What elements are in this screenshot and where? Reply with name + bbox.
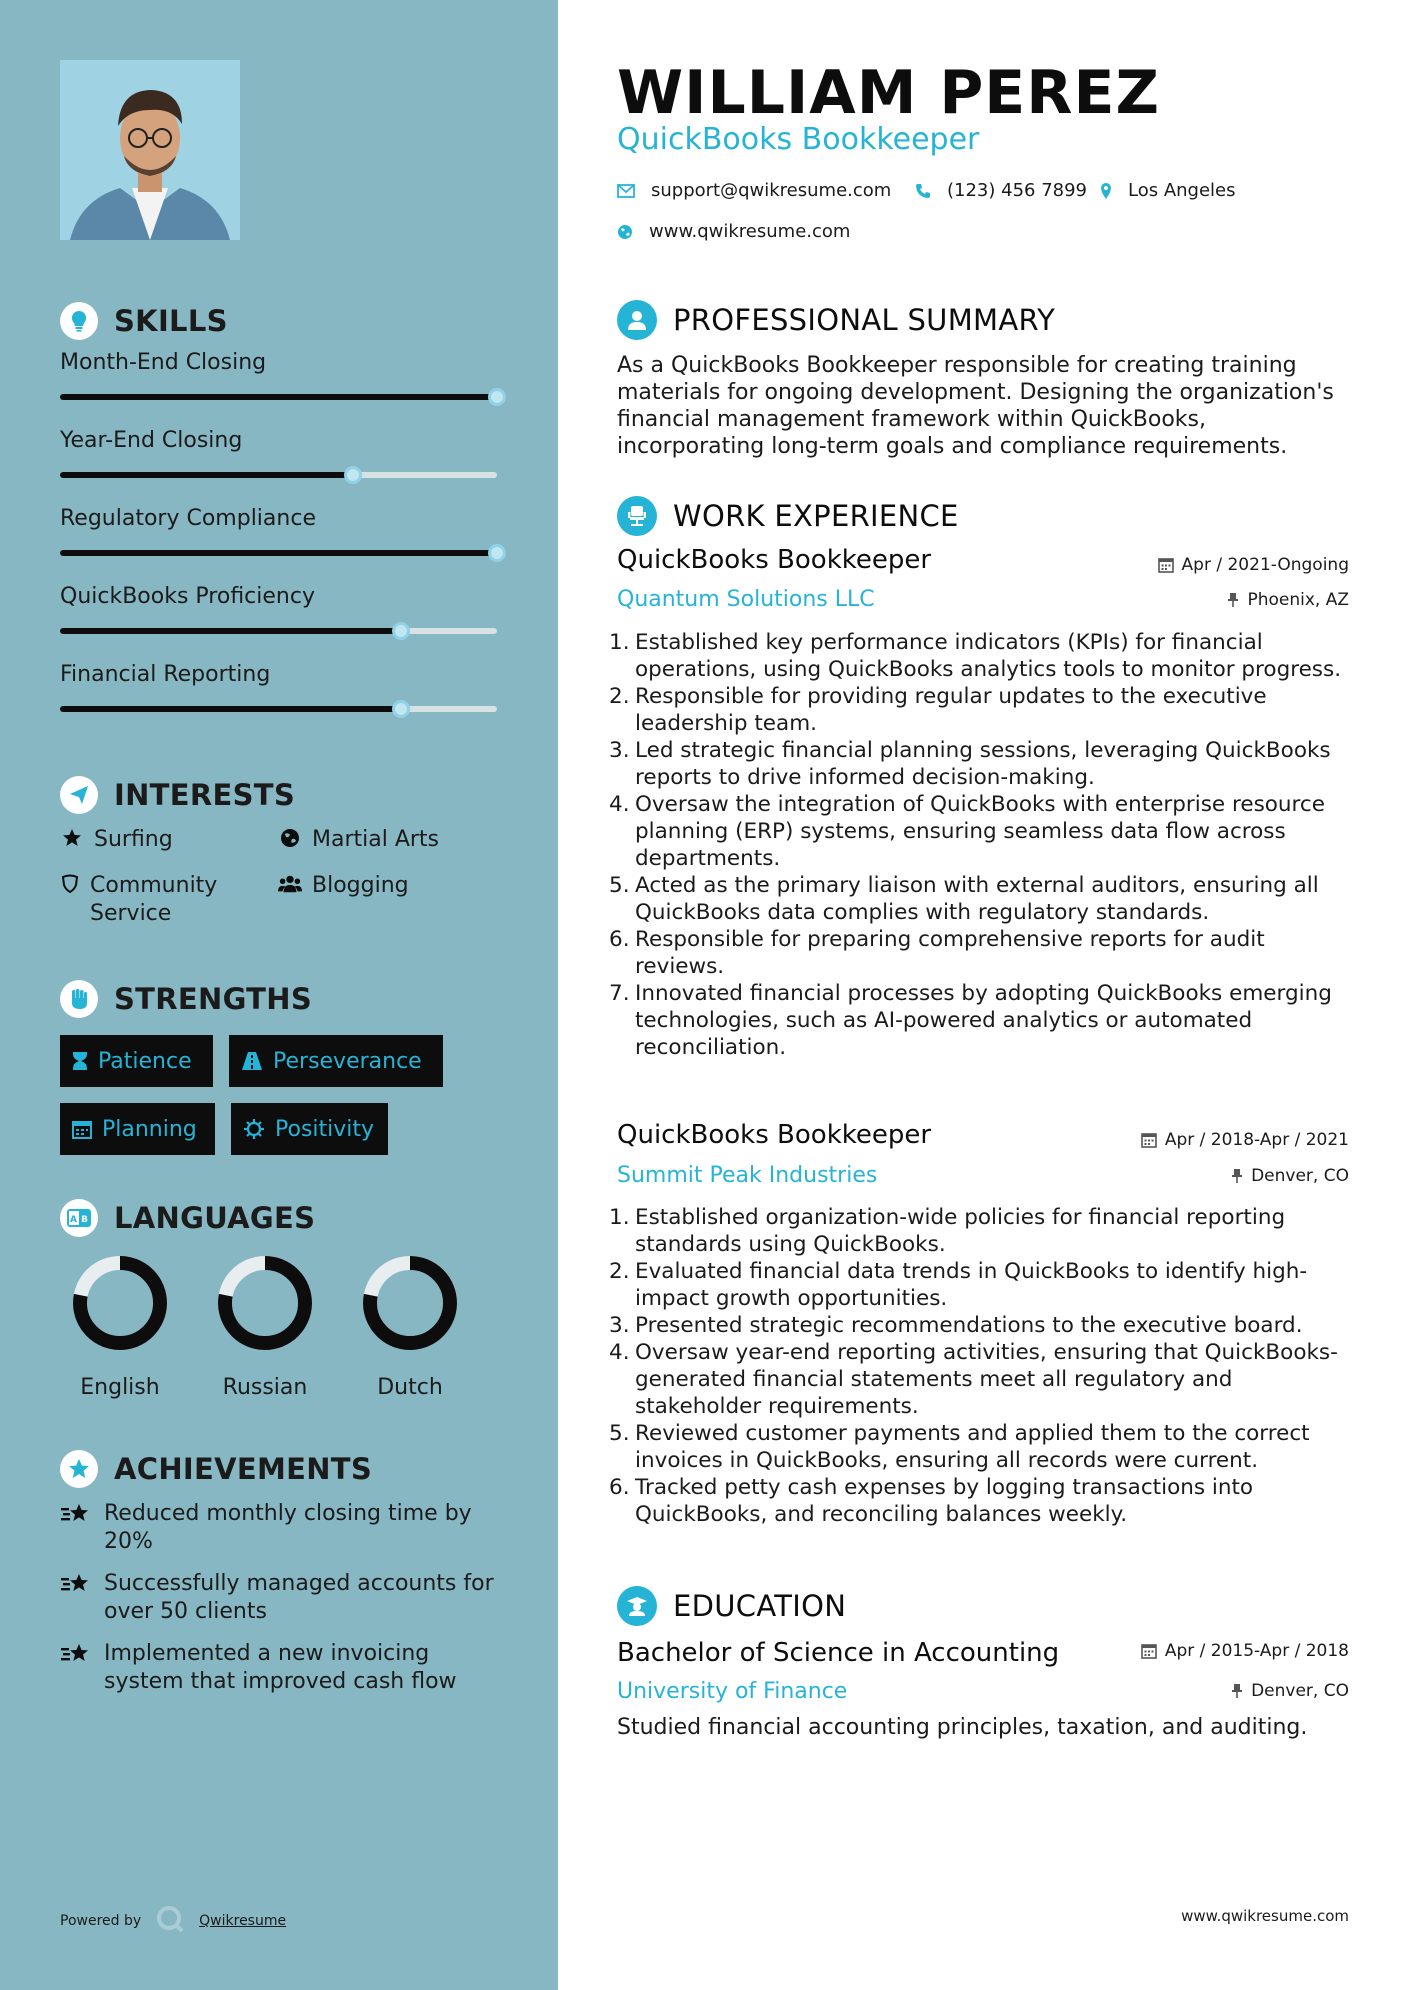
candidate-name: WILLIAM PEREZ: [617, 58, 1160, 128]
skill-bar: [60, 550, 497, 556]
svg-text:A: A: [70, 1215, 77, 1225]
experience-heading: WORK EXPERIENCE: [617, 496, 959, 536]
strengths-heading: STRENGTHS: [60, 980, 312, 1018]
hourglass-icon: [72, 1051, 88, 1071]
job-company: Quantum Solutions LLC: [617, 587, 875, 612]
job-duties-list: [617, 629, 1357, 1061]
language-item: [340, 1255, 480, 1400]
job-company: Summit Peak Industries: [617, 1163, 878, 1188]
language-ring: [362, 1255, 458, 1351]
skill-item: [60, 506, 500, 531]
job-title: QuickBooks Bookkeeper: [617, 545, 932, 575]
skill-bar: [60, 394, 497, 400]
medal-icon: [60, 1500, 92, 1530]
education-heading: EDUCATION: [617, 1586, 846, 1626]
job-dates: Apr / 2021-Ongoing: [1158, 555, 1349, 575]
skill-label: Regulatory Compliance: [60, 506, 316, 531]
fist-icon: [60, 980, 98, 1018]
interest-item: Community Service: [60, 872, 250, 928]
svg-text:B: B: [81, 1215, 88, 1225]
achievements-heading: ACHIEVEMENTS: [60, 1450, 372, 1488]
job-location: Denver, CO: [1231, 1166, 1349, 1186]
skills-heading: SKILLS: [60, 302, 228, 340]
strength-tag: Positivity: [231, 1103, 388, 1155]
skill-item: [60, 584, 500, 609]
calendar-icon: [1141, 1132, 1157, 1148]
users-icon: [278, 872, 302, 894]
calendar-icon: [1141, 1643, 1157, 1659]
education-location: Denver, CO: [1231, 1681, 1349, 1701]
user-icon: [617, 300, 657, 340]
skill-item: [60, 662, 500, 687]
chair-icon: [617, 496, 657, 536]
list-item: Presented strategic recommendations to the executive board.: [635, 1313, 1303, 1338]
contact-phone[interactable]: (123) 456 7899: [915, 180, 1087, 201]
powered-by: Powered by Qwikresume: [60, 1904, 286, 1938]
skill-bar: [60, 706, 497, 712]
footer-url[interactable]: www.qwikresume.com: [1181, 1907, 1349, 1925]
school-name: University of Finance: [617, 1679, 848, 1704]
star-badge-icon: [60, 1450, 98, 1488]
language-label: Dutch: [377, 1375, 443, 1400]
job-title: QuickBooks Bookkeeper: [617, 1120, 932, 1150]
pin-icon: [1231, 1168, 1243, 1184]
paper-plane-icon: [60, 776, 98, 814]
education-dates: Apr / 2015-Apr / 2018: [1141, 1641, 1349, 1661]
strength-tag: Perseverance: [229, 1035, 443, 1087]
skill-item: [60, 428, 500, 453]
candidate-role: QuickBooks Bookkeeper: [617, 122, 980, 157]
language-item: [195, 1255, 335, 1400]
list-item: Oversaw the integration of QuickBooks with enterprise resource planning (ERP) systems, ensuring seamless data flow across departments.: [635, 792, 1325, 871]
skill-label: QuickBooks Proficiency: [60, 584, 315, 609]
skill-item: [60, 350, 500, 375]
list-item: Oversaw year-end reporting activities, ensuring that QuickBooks-generated financial statements meet all regulatory and stakeholder requirements.: [635, 1340, 1338, 1419]
sidebar: [0, 0, 558, 1990]
phone-icon: [915, 183, 931, 199]
language-icon: [60, 1199, 98, 1237]
list-item: Innovated financial processes by adopting QuickBooks emerging technologies, such as AI-powered analytics or automated reconciliation.: [635, 981, 1332, 1060]
languages-heading: A B LANGUAGES: [60, 1199, 315, 1237]
profile-photo: [60, 60, 240, 240]
skill-bar: [60, 628, 497, 634]
star-icon: [60, 826, 84, 848]
contact-email[interactable]: support@qwikresume.com: [617, 180, 891, 201]
strength-tag: Patience: [60, 1035, 213, 1087]
strength-tag: Planning: [60, 1103, 215, 1155]
interests-heading: INTERESTS: [60, 776, 295, 814]
summary-text: As a QuickBooks Bookkeeper responsible for creating training materials for ongoing development. Designing the organization's financial management framework within QuickBooks, incorporating long-term goals and compliance requirements.: [617, 353, 1334, 459]
list-item: Established organization-wide policies for financial reporting standards using QuickBooks.: [635, 1205, 1286, 1257]
graduate-icon: [617, 1586, 657, 1626]
job-duties-list: [617, 1204, 1357, 1528]
list-item: Established key performance indicators (KPIs) for financial operations, using QuickBooks analytics tools to monitor progress.: [635, 630, 1342, 682]
calendar-icon: [1158, 557, 1174, 573]
degree-title: Bachelor of Science in Accounting: [617, 1638, 1060, 1668]
globe-icon: [278, 826, 302, 848]
achievement-item: Successfully managed accounts for over 50 clients: [60, 1570, 500, 1626]
contact-location: Los Angeles: [1100, 180, 1236, 201]
skill-label: Month-End Closing: [60, 350, 267, 375]
list-item: Evaluated financial data trends in QuickBooks to identify high-impact growth opportunities.: [635, 1259, 1308, 1311]
lightbulb-icon: [60, 302, 98, 340]
qwikresume-logo-icon: [155, 1904, 185, 1938]
skill-bar: [60, 472, 497, 478]
sun-icon: [243, 1118, 265, 1140]
calendar-icon: [72, 1119, 92, 1139]
globe-icon: [617, 224, 633, 240]
job-location: Phoenix, AZ: [1227, 590, 1349, 610]
map-pin-icon: [1100, 182, 1112, 200]
medal-icon: [60, 1570, 92, 1600]
skill-label: Financial Reporting: [60, 662, 271, 687]
road-icon: [241, 1051, 263, 1071]
list-item: Tracked petty cash expenses by logging transactions into QuickBooks, and reconciling balances weekly.: [635, 1475, 1254, 1527]
list-item: Acted as the primary liaison with external auditors, ensuring all QuickBooks data complies with regulatory standards.: [635, 873, 1319, 925]
envelope-icon: [617, 184, 635, 198]
interest-item: Surfing: [60, 826, 173, 854]
language-label: Russian: [222, 1375, 308, 1400]
summary-heading: PROFESSIONAL SUMMARY: [617, 300, 1055, 340]
job-dates: Apr / 2018-Apr / 2021: [1141, 1130, 1349, 1150]
skill-label: Year-End Closing: [60, 428, 243, 453]
list-item: Responsible for preparing comprehensive reports for audit reviews.: [635, 927, 1265, 979]
pin-icon: [1231, 1683, 1243, 1699]
contact-website[interactable]: www.qwikresume.com: [617, 221, 850, 242]
medal-icon: [60, 1640, 92, 1670]
list-item: Responsible for providing regular updates to the executive leadership team.: [635, 684, 1267, 736]
shield-icon: [60, 872, 80, 894]
list-item: Led strategic financial planning sessions, leveraging QuickBooks reports to drive informed decision-making.: [635, 738, 1331, 790]
language-ring: [72, 1255, 168, 1351]
achievement-item: Reduced monthly closing time by 20%: [60, 1500, 500, 1556]
achievement-item: Implemented a new invoicing system that improved cash flow: [60, 1640, 500, 1696]
language-ring: [217, 1255, 313, 1351]
language-item: [50, 1255, 190, 1400]
language-label: English: [80, 1375, 160, 1400]
education-description: Studied financial accounting principles, taxation, and auditing.: [617, 1715, 1308, 1740]
list-item: Reviewed customer payments and applied them to the correct invoices in QuickBooks, ensuring all records were current.: [635, 1421, 1310, 1473]
interest-item: Martial Arts: [278, 826, 439, 854]
qwikresume-link[interactable]: Qwikresume: [199, 1913, 287, 1929]
pin-icon: [1227, 592, 1239, 608]
interest-item: Blogging: [278, 872, 409, 900]
